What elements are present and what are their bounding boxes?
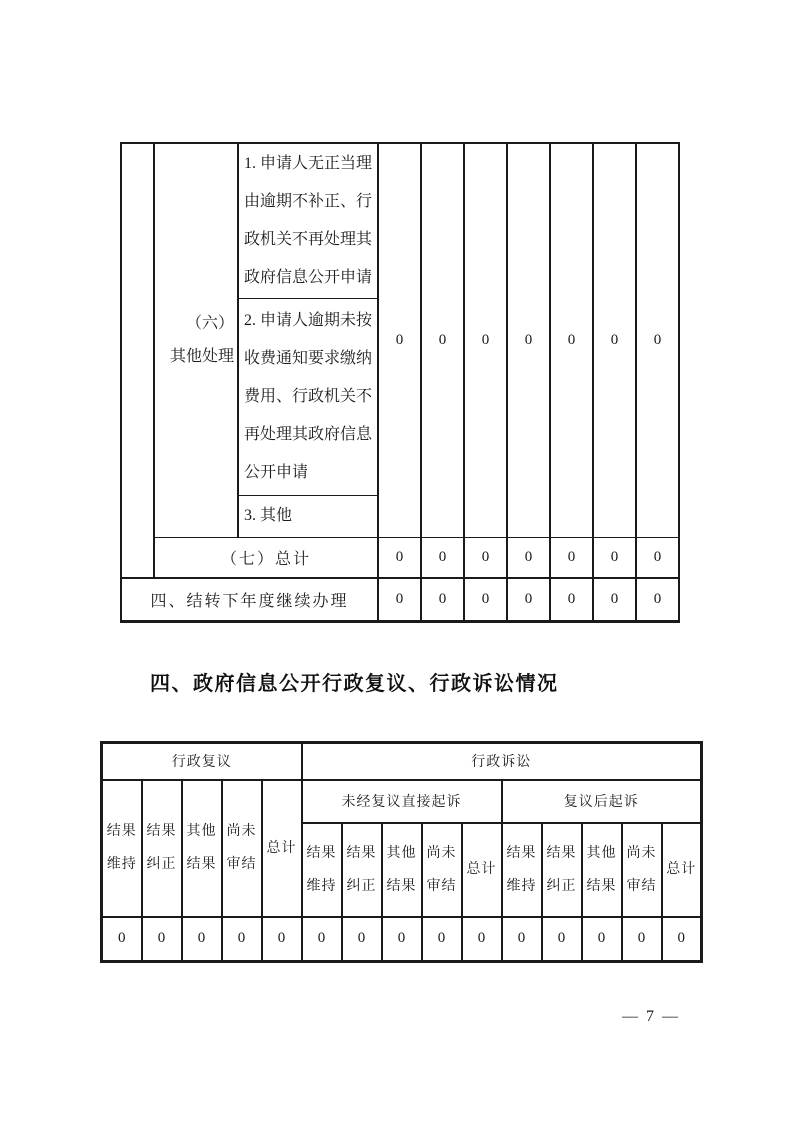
table-cell-value: 0 (302, 917, 342, 962)
table-row-total (121, 537, 679, 578)
row-six-value: 0 (593, 143, 636, 537)
table-cell-value: 0 (262, 917, 302, 962)
row-six-label-cell (154, 143, 238, 537)
direct-col-header: 尚未审结 (422, 823, 462, 917)
review-col-header: 其他结果 (182, 780, 222, 917)
after-review-col-header: 结果纠正 (542, 823, 582, 917)
carryover-value: 0 (421, 578, 464, 621)
review-col-header: 结果维持 (102, 780, 142, 917)
table-cell-value: 0 (182, 917, 222, 962)
row-six-item3: 3. 其他 (238, 495, 378, 537)
table-cell-value: 0 (142, 917, 182, 962)
other-processing-table (120, 142, 680, 623)
row-seven-value: 0 (593, 537, 636, 578)
after-review-col-header: 其他结果 (582, 823, 622, 917)
row-six-item1: 1. 申请人无正当理由逾期不补正、行政机关不再处理其政府信息公开申请 (238, 143, 378, 298)
row-seven-value: 0 (636, 537, 679, 578)
values-row (102, 917, 702, 962)
carryover-value: 0 (378, 578, 421, 621)
row-seven-value: 0 (464, 537, 507, 578)
subgroup-direct-header: 未经复议直接起诉 (302, 780, 502, 823)
table-cell-value: 0 (502, 917, 542, 962)
direct-col-header: 结果纠正 (342, 823, 382, 917)
carryover-value: 0 (550, 578, 593, 621)
row-six-value: 0 (378, 143, 421, 537)
table-cell-value: 0 (662, 917, 702, 962)
table-cell-value: 0 (222, 917, 262, 962)
row-six-value: 0 (550, 143, 593, 537)
carryover-value: 0 (636, 578, 679, 621)
section-heading: 四、政府信息公开行政复议、行政诉讼情况 (150, 673, 559, 695)
table-cell-value: 0 (342, 917, 382, 962)
page-number: — 7 — (622, 1008, 680, 1025)
after-review-col-header: 结果维持 (502, 823, 542, 917)
left-spacer-cell (121, 143, 154, 578)
group-header-row (102, 743, 702, 780)
subgroup-header-row (102, 780, 702, 823)
table-cell-value: 0 (582, 917, 622, 962)
row-seven-value: 0 (421, 537, 464, 578)
after-review-col-header: 总计 (662, 823, 702, 917)
direct-col-header: 总计 (462, 823, 502, 917)
carryover-label: 四、结转下年度继续办理 (121, 578, 378, 621)
row-six-value: 0 (507, 143, 550, 537)
row-six-item2: 2. 申请人逾期未按收费通知要求缴纳费用、行政机关不再处理其政府信息公开申请 (238, 298, 378, 495)
row-seven-label: （七）总计 (154, 537, 378, 578)
table-cell-value: 0 (462, 917, 502, 962)
row-six-label-line2: 其他处理 (169, 348, 234, 366)
after-review-col-header: 尚未审结 (622, 823, 662, 917)
direct-col-header: 其他结果 (382, 823, 422, 917)
carryover-value: 0 (464, 578, 507, 621)
row-six-value: 0 (421, 143, 464, 537)
table-cell-value: 0 (102, 917, 142, 962)
review-col-header: 总计 (262, 780, 302, 917)
group-litigation-header: 行政诉讼 (302, 743, 702, 780)
carryover-value: 0 (593, 578, 636, 621)
table-cell-value: 0 (382, 917, 422, 962)
carryover-value: 0 (507, 578, 550, 621)
table-row-item1 (121, 143, 679, 298)
table-cell-value: 0 (422, 917, 462, 962)
group-review-header: 行政复议 (102, 743, 302, 780)
review-col-header: 尚未审结 (222, 780, 262, 917)
table-cell-value: 0 (542, 917, 582, 962)
review-litigation-table (100, 741, 703, 963)
review-col-header: 结果纠正 (142, 780, 182, 917)
direct-col-header: 结果维持 (302, 823, 342, 917)
row-seven-value: 0 (378, 537, 421, 578)
row-six-value: 0 (636, 143, 679, 537)
subgroup-after-review-header: 复议后起诉 (502, 780, 702, 823)
row-six-label-line1: （六） (185, 315, 234, 333)
row-six-value: 0 (464, 143, 507, 537)
row-seven-value: 0 (550, 537, 593, 578)
table-cell-value: 0 (622, 917, 662, 962)
table-row-carryover (121, 578, 679, 621)
row-seven-value: 0 (507, 537, 550, 578)
